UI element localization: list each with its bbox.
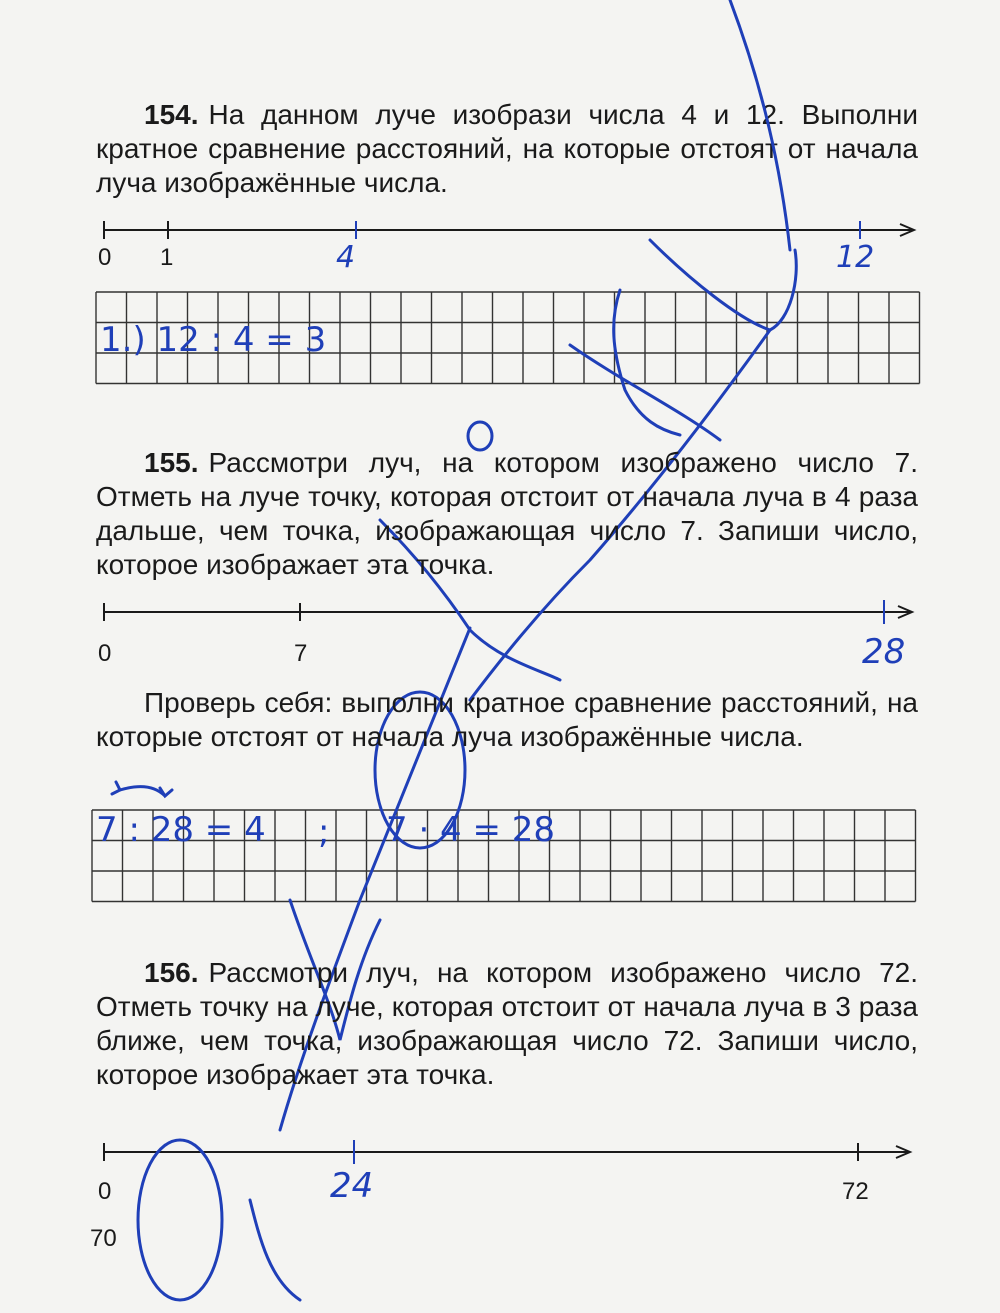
task-156-number: 156.: [144, 957, 199, 988]
grid-155-answer-right: 7 · 4 = 28: [386, 810, 556, 850]
grid-154-answer: 1.) 12 : 4 = 3: [100, 320, 327, 360]
ray-154-hand-label-4: 4: [336, 240, 356, 275]
ray-155-hand-label-28: 28: [862, 632, 906, 672]
task-155-check-text: Проверь себя: выполни кратное сравнение расстояний, на которые отстоят от начала луча изображённые числа.: [96, 687, 918, 752]
grid-155-answer-left: 7 : 28 = 4: [96, 810, 266, 850]
swap-arc: [120, 787, 165, 796]
ray-156: [104, 1140, 910, 1164]
swap-arrow-left: [112, 782, 120, 794]
ray-156-label-0: 0: [98, 1178, 112, 1205]
ray-156-label-72: 72: [842, 1178, 869, 1205]
ray-154-label-1: 1: [160, 244, 174, 271]
scribble-oval-bottom: [138, 1140, 222, 1300]
ray-156-hand-label-24: 24: [330, 1166, 374, 1206]
task-155-number: 155.: [144, 447, 199, 478]
scribble-loop: [650, 240, 796, 330]
task-154-number: 154.: [144, 99, 199, 130]
scribble-tail: [250, 1200, 300, 1300]
task-154-body: На данном луче изобрази числа 4 и 12. Выполни кратное сравнение расстояний, на которые отстоят от начала луча изображённые числа.: [96, 99, 918, 198]
task-155-body: Рассмотри луч, на котором изображено число 7. Отметь на луче точку, которая отстоит от начала луча в 4 раза дальше, чем точка, изображающая число 7. Запиши число, которое изображает эта точка.: [96, 447, 918, 580]
page-number: 70: [90, 1225, 117, 1252]
grid-155-answer-separator: ;: [318, 812, 330, 852]
ink-scribbles: [112, 0, 796, 1300]
ray-154-label-0: 0: [98, 244, 112, 271]
scribble-top: [730, 0, 790, 250]
ray-155: [104, 600, 912, 624]
ray-155-label-0: 0: [98, 640, 112, 667]
scribble-left: [614, 290, 680, 435]
task-155-text: [96, 446, 918, 582]
ray-154-hand-label-12: 12: [836, 240, 875, 275]
ray-155-label-7: 7: [294, 640, 308, 667]
ray-154: [104, 221, 914, 239]
task-156-body: Рассмотри луч, на котором изображено число 72. Отметь точку на луче, которая отстоит от начала луча в 3 раза ближе, чем точка, изображающая число 72. Запиши число, которое изображает эта точка.: [96, 957, 918, 1090]
task-156-text: [96, 956, 918, 1092]
